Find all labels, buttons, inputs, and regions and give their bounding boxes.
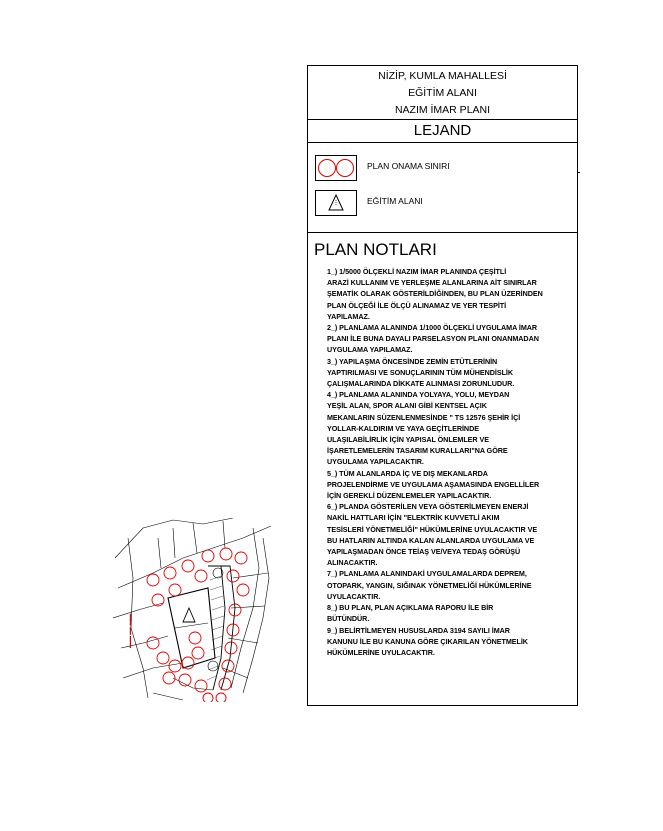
plan-note-line: YAPTIRILMASI VE SONUÇLARININ TÜM MÜHENDİSLİK (327, 367, 514, 377)
plan-note-line: 4_) PLANLAMA ALANINDA YOLYAYA, YOLU, MEYDAN (327, 390, 510, 400)
location-map-drawing (113, 518, 274, 702)
svg-text:▬▬▬ ▬▬ ▬▬▬: ▬▬▬ ▬▬ ▬▬▬ (127, 613, 132, 648)
triangle-icon (315, 190, 357, 216)
plan-note-line: PLANI İLE BUNA DAYALI PARSELASYON PLANI ONANMADAN (327, 334, 539, 344)
plan-note-line: İŞARETLEMELERİN TASARIM KURALLARI"NA GÖRE (327, 446, 508, 456)
plan-note-line: ARAZİ KULLANIM VE YERLEŞME ALANLARINA AİT SINIRLAR (327, 278, 537, 288)
plan-note-line: BU HATLARIN ALTINDA KALAN ALANLARDA UYGULAMA VE (327, 535, 535, 545)
legend-label-egitim-alani: EĞİTİM ALANI (367, 196, 423, 206)
plan-note-line: YOLLAR-KALDIRIM VE YAYA GEÇİTLERİNDE (327, 423, 479, 433)
plan-note-line: ULAŞILABİLİRLİK İÇİN YAPISAL ÖNLEMLER VE (327, 435, 489, 445)
legend-panel (307, 65, 578, 706)
plan-note-line: PROJELENDİRME VE UYGULAMA AŞAMASINDA ENGELLİLER (327, 479, 540, 489)
legend-label-plan-onama-siniri: PLAN ONAMA SINIRI (367, 161, 450, 171)
plan-note-line: HÜKÜMLERİNE UYULACAKTIR. (327, 647, 435, 657)
plan-note-line: UYGULAMA YAPILAMAZ. (327, 345, 413, 355)
plan-note-line: 2_) PLANLAMA ALANINDA 1/1000 ÖLÇEKLİ UYGULAMA İMAR (327, 323, 538, 333)
plan-note-line: NAKİL HATTLARI İÇİN "ELEKTRİK KUVVETLİ AKIM (327, 513, 500, 523)
plan-note-line: 5_) TÜM ALANLARDA İÇ VE DIŞ MEKANLARDA (327, 468, 488, 478)
plan-note-line: İÇİN GEREKLİ DÜZENLEMELER YAPILACAKTIR. (327, 491, 492, 501)
plan-note-line: OTOPARK, YANGIN, SIĞINAK YÖNETMELİĞİ HÜKÜMLERİNE (327, 580, 532, 590)
plan-note-line: YEŞİL ALAN, SPOR ALANI GİBİ KENTSEL AÇIK (327, 401, 487, 411)
title-line-3: NAZIM İMAR PLANI (394, 104, 491, 116)
plan-note-line: PLAN ÖLÇEĞİ İLE ÖLÇÜ ALINAMAZ VE YER TESPİTİ (327, 300, 507, 310)
plan-note-line: YAPILAŞMADAN ÖNCE TEİAŞ VE/VEYA TEDAŞ GÖRÜŞÜ (327, 547, 521, 557)
plan-note-line: ŞEMATİK OLARAK GÖSTERİLDİĞİNDEN, BU PLAN ÜZERİNDEN (327, 289, 543, 299)
plan-note-line: BÜTÜNDÜR. (327, 614, 370, 624)
title-line-2: EĞİTİM ALANI (408, 87, 477, 99)
plan-note-line: ÇALIŞMALARINDA DİKKATE ALINMASI ZORUNLUDUR. (327, 379, 515, 389)
border-tick (578, 172, 580, 173)
legend-heading: LEJAND (308, 120, 577, 143)
school-triangle-icon (183, 608, 195, 622)
plan-note-line: ALINACAKTIR. (327, 558, 378, 568)
notes-heading: PLAN NOTLARI (314, 240, 437, 259)
title-line-1: NİZİP, KUMLA MAHALLESİ (378, 70, 507, 82)
plan-note-line: KANUNU İLE BU KANUNA GÖRE ÇIKARILAN YÖNETMELİK (327, 636, 528, 646)
plan-note-line: MEKANLARIN SÜZENLENMESİNDE " TS 12576 ŞEHİR İÇİ (327, 412, 521, 422)
plan-note-line: UYGULAMA YAPILACAKTIR. (327, 457, 424, 467)
plan-notes (327, 266, 572, 658)
location-map (113, 518, 274, 702)
title-block (308, 66, 577, 120)
plan-note-line: YAPILAMAZ. (327, 311, 370, 321)
plan-note-line: 3_) YAPILAŞMA ÖNCESİNDE ZEMİN ETÜTLERİNİN (327, 356, 498, 366)
plan-note-line: 6_) PLANDA GÖSTERİLEN VEYA GÖSTERİLMEYEN ENERJİ (327, 502, 529, 512)
plan-note-line: 9_) BELİRTİLMEYEN HUSUSLARDA 3194 SAYILI İMAR (327, 625, 510, 635)
plan-note-line: UYULACAKTIR. (327, 591, 381, 601)
plan-note-line: TESİSLERİ YÖNETMELİĞİ" HÜKÜMLERİNE UYULACAKTIR VE (327, 524, 538, 534)
plan-note-line: 7_) PLANLAMA ALANINDAKİ UYGULAMALARDA DEPREM, (327, 569, 527, 579)
plan-note-line: 1_) 1/5000 ÖLÇEKLİ NAZIM İMAR PLANINDA ÇEŞİTLİ (327, 267, 507, 276)
double-circle-icon (315, 155, 357, 181)
plan-note-line: 8_) BU PLAN, PLAN AÇIKLAMA RAPORU İLE BİR (327, 603, 494, 613)
legend-items (308, 143, 577, 233)
